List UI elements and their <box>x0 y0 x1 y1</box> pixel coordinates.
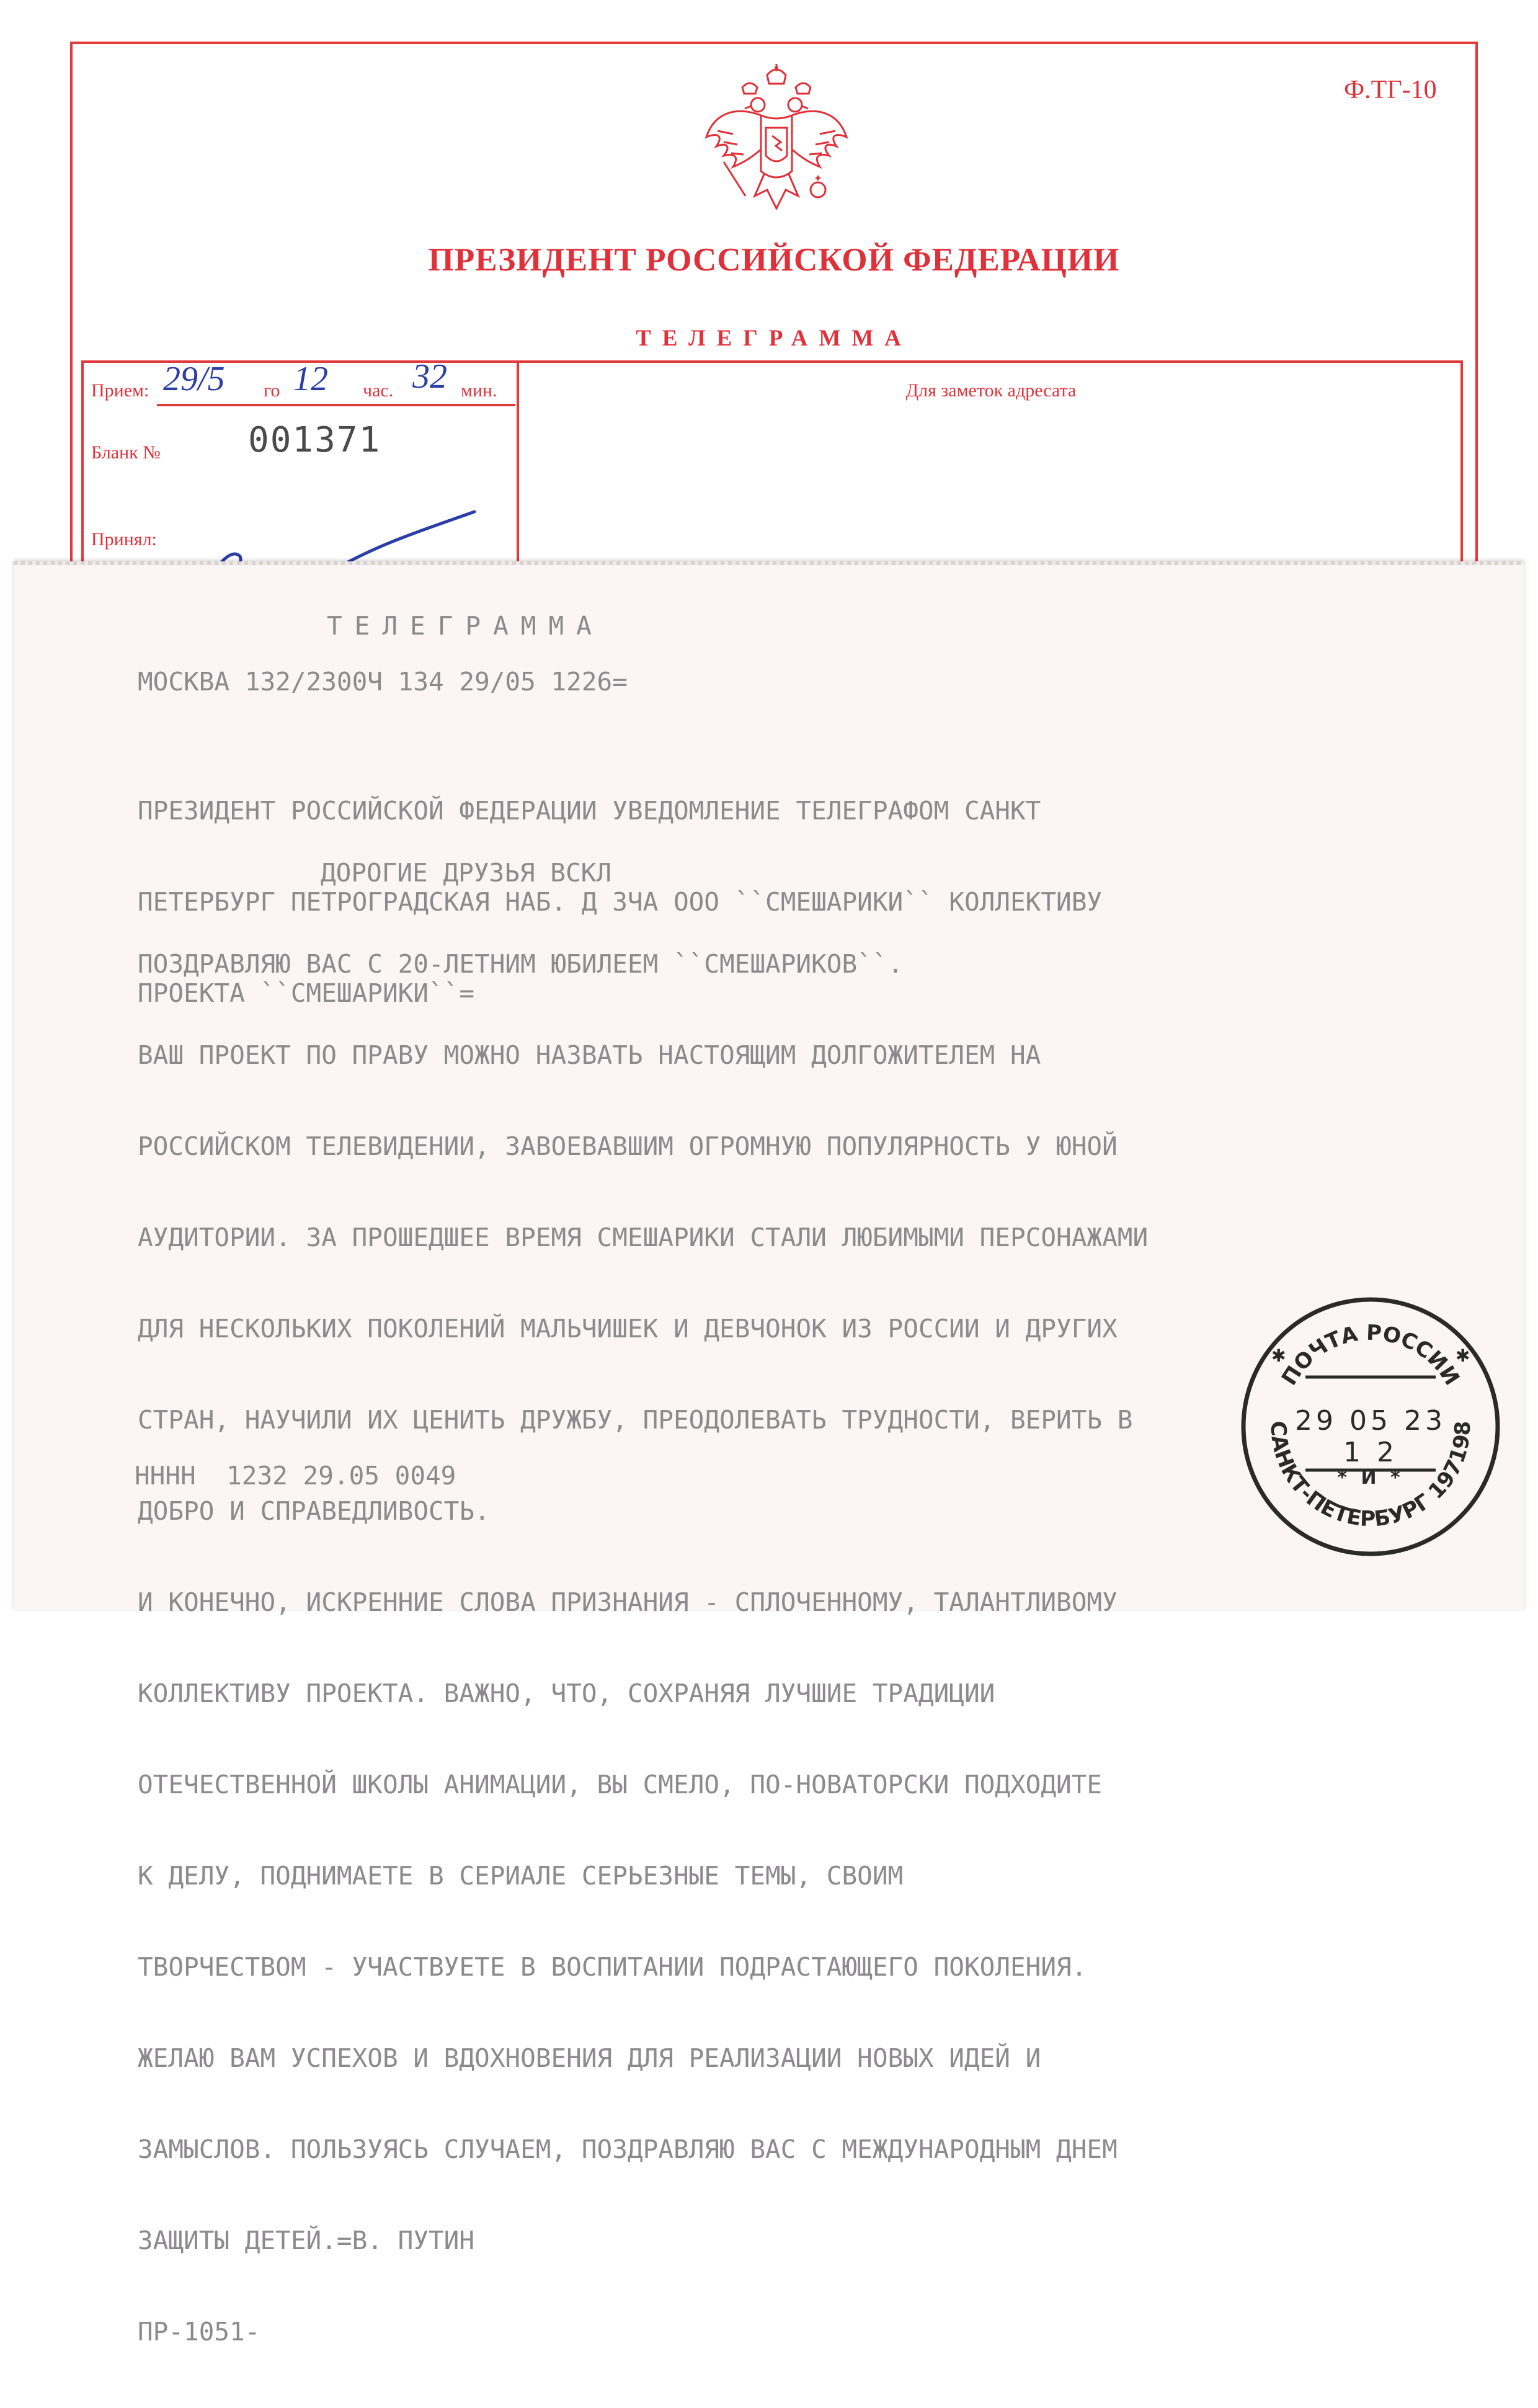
body-line: РОССИЙСКОМ ТЕЛЕВИДЕНИИ, ЗАВОЕВАВШИМ ОГРОМНУЮ ПОПУЛЯРНОСТЬ У ЮНОЙ <box>138 1131 1118 1161</box>
address-line: ПЕТЕРБУРГ ПЕТРОГРАДСКАЯ НАБ. Д ЗЧА ООО ``СМЕШАРИКИ`` КОЛЛЕКТИВУ <box>138 887 1103 917</box>
address-line: ПРЕЗИДЕНТ РОССИЙСКОЙ ФЕДЕРАЦИИ УВЕДОМЛЕНИЕ ТЕЛЕГРАФОМ САНКТ <box>138 796 1041 826</box>
telegram-body <box>138 888 1148 2408</box>
form-title: ПРЕЗИДЕНТ РОССИЙСКОЙ ФЕДЕРАЦИИ <box>428 242 1120 278</box>
telegram-header-line: МОСКВА 132/2300Ч 134 29/05 1226= <box>138 667 628 697</box>
blank-number-value: 001371 <box>248 420 381 460</box>
stamp-top-text: ПОЧТА РОССИИ <box>1276 1320 1465 1390</box>
reception-label: Прием: <box>91 380 149 401</box>
body-line: ОТЕЧЕСТВЕННОЙ ШКОЛЫ АНИМАЦИИ, ВЫ СМЕЛО, ПО-НОВАТОРСКИ ПОДХОДИТЕ <box>138 1770 1103 1799</box>
form-subtitle: ТЕЛЕГРАММА <box>636 326 912 351</box>
body-line: ТВОРЧЕСТВОМ - УЧАСТВУЕТЕ В ВОСПИТАНИИ ПОДРАСТАЮЩЕГО ПОКОЛЕНИЯ. <box>138 1952 1087 1982</box>
reception-hour-label: час. <box>363 380 394 401</box>
body-line: ДЛЯ НЕСКОЛЬКИХ ПОКОЛЕНИЙ МАЛЬЧИШЕК И ДЕВЧОНОК ИЗ РОССИИ И ДРУГИХ <box>138 1314 1118 1344</box>
body-line: ЖЕЛАЮ ВАМ УСПЕХОВ И ВДОХНОВЕНИЯ ДЛЯ РЕАЛИЗАЦИИ НОВЫХ ИДЕЙ И <box>138 2043 1041 2073</box>
stamp-date: 29 05 23 1 2 <box>1295 1405 1446 1468</box>
stamp-star-right: ✱ <box>1456 1347 1470 1366</box>
body-line: СТРАН, НАУЧИЛИ ИХ ЦЕНИТЬ ДРУЖБУ, ПРЕОДОЛЕВАТЬ ТРУДНОСТИ, ВЕРИТЬ В <box>138 1405 1133 1435</box>
reception-date-value: 29/5 <box>163 360 225 398</box>
reception-minute-label: мин. <box>461 380 497 401</box>
coat-of-arms-icon <box>699 63 854 224</box>
reception-underline <box>157 404 515 406</box>
stamp-star-left: ✱ <box>1271 1347 1286 1366</box>
body-line: ПР-1051- <box>138 2317 260 2347</box>
body-line: АУДИТОРИИ. ЗА ПРОШЕДШЕЕ ВРЕМЯ СМЕШАРИКИ СТАЛИ ЛЮБИМЫМИ ПЕРСОНАЖАМИ <box>138 1223 1149 1252</box>
address-line: ПРОЕКТА ``СМЕШАРИКИ``= <box>138 978 475 1008</box>
reception-minute-value: 32 <box>412 357 447 396</box>
blank-number-label: Бланк № <box>91 442 161 463</box>
stamp-bottom-text: САНКТ-ПЕТЕРБУРГ 197198 <box>1265 1420 1476 1532</box>
body-line: ДОБРО И СПРАВЕДЛИВОСТЬ. <box>138 1496 490 1526</box>
telegram-footer: НННН 1232 29.05 0049 <box>135 1461 456 1491</box>
telegram-greeting: ДОРОГИЕ ДРУЗЬЯ ВСКЛ <box>321 858 611 888</box>
addressee-notes-label: Для заметок адресата <box>905 380 1077 401</box>
body-line: ЗАЩИТЫ ДЕТЕЙ.=В. ПУТИН <box>138 2226 475 2255</box>
body-line: ПОЗДРАВЛЯЮ ВАС С 20-ЛЕТНИМ ЮБИЛЕЕМ ``СМЕШАРИКОВ``. <box>138 949 904 979</box>
form-code: Ф.ТГ-10 <box>1344 76 1437 104</box>
reception-date-suffix: го <box>264 380 280 401</box>
stamp-office-mark: * И * <box>1337 1467 1404 1489</box>
body-line: ЗАМЫСЛОВ. ПОЛЬЗУЯСЬ СЛУЧАЕМ, ПОЗДРАВЛЯЮ ВАС С МЕЖДУНАРОДНЫМ ДНЕМ <box>138 2134 1118 2164</box>
body-line: К ДЕЛУ, ПОДНИМАЕТЕ В СЕРИАЛЕ СЕРЬЕЗНЫЕ ТЕМЫ, СВОИМ <box>138 1861 904 1891</box>
torn-edge <box>14 561 1524 565</box>
telegram-heading: ТЕЛЕГРАММА <box>327 611 604 641</box>
svg-text:ПОЧТА РОССИИ <box>1277 1321 1464 1390</box>
body-line: ВАШ ПРОЕКТ ПО ПРАВУ МОЖНО НАЗВАТЬ НАСТОЯЩИМ ДОЛГОЖИТЕЛЕМ НА <box>138 1040 1041 1070</box>
body-line: И КОНЕЧНО, ИСКРЕННИЕ СЛОВА ПРИЗНАНИЯ - СПЛОЧЕННОМУ, ТАЛАНТЛИВОМУ <box>138 1587 1118 1617</box>
body-line: КОЛЛЕКТИВУ ПРОЕКТА. ВАЖНО, ЧТО, СОХРАНЯЯ ЛУЧШИЕ ТРАДИЦИИ <box>138 1679 995 1708</box>
accepted-by-label: Принял: <box>91 529 157 550</box>
reception-hour-value: 12 <box>293 360 328 398</box>
